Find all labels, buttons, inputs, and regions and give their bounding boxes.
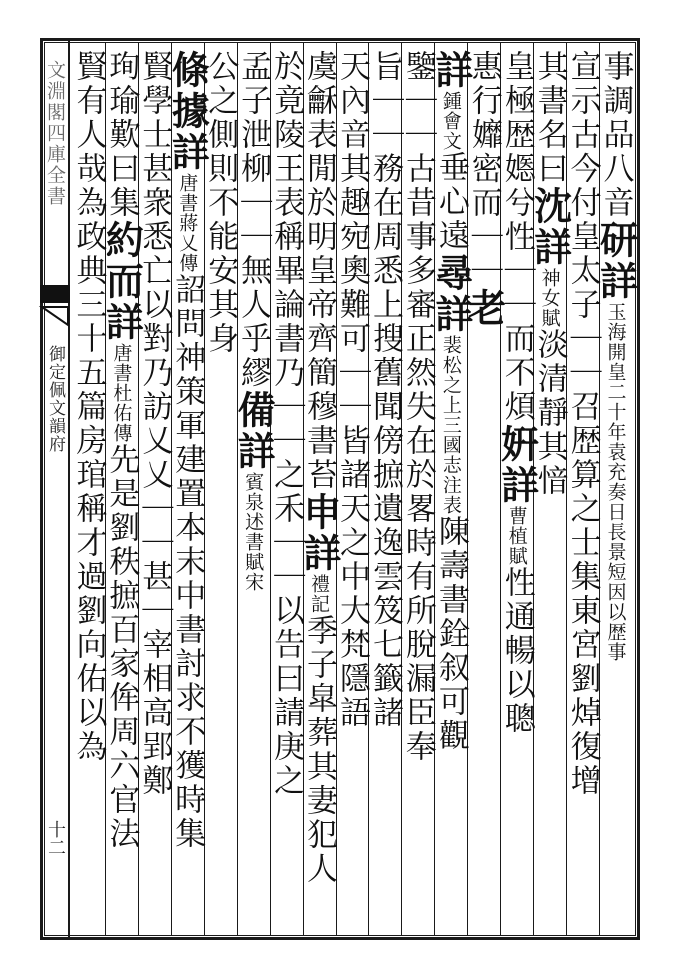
body-text: 事多審正然失在於畧時有所脫漏臣奉: [399, 220, 436, 764]
fold-fish-tail-mark: [40, 305, 70, 345]
body-text: 宣示古今: [564, 50, 601, 186]
body-text: 旨｜｜務在周悉上搜舊聞傍摭遺逸雲笈七籤: [366, 50, 403, 696]
text-column: [593, 50, 639, 930]
text-column: [564, 50, 602, 930]
body-text: 為政典三十五篇房琯稱才過劉向佑以為: [70, 186, 107, 764]
text-column: [366, 50, 404, 930]
annotation: 賓泉述書賦宋: [242, 472, 265, 592]
body-text: 先是劉秩摭百家侔周六官法: [103, 443, 140, 851]
body-text: 賢有人哉: [70, 50, 107, 186]
body-text: 詔問神策軍建置本末中書討求不獲時集: [169, 273, 206, 851]
body-text: 季子皐葬其妻犯人: [301, 614, 338, 886]
annotation: 玉海開皇二十年袁充奏日長景短因以歴事: [604, 302, 627, 662]
headword: 尋詳: [428, 253, 474, 335]
text-column: [333, 50, 371, 930]
body-text: 虞龢表閒於明皇帝齊簡穆書苔: [301, 50, 338, 492]
text-column: [135, 50, 173, 930]
headword: 條據詳: [165, 50, 211, 173]
body-text: 賢學士甚衆悉亡以對乃訪乂乂｜｜甚｜宰相高郢鄭: [136, 50, 173, 798]
body-text: 鑒｜｜古昔: [399, 50, 436, 220]
body-text: 惠行孊密而｜｜: [465, 50, 502, 288]
body-text: 性通暢以聰: [498, 566, 535, 736]
text-column: [201, 50, 239, 930]
annotation: 唐書杜佑傳: [110, 343, 133, 443]
text-column: [461, 50, 507, 930]
body-text: 公之側則不能安其身: [202, 50, 239, 356]
annotation: 神女賦: [538, 268, 561, 328]
body-text: 事調品八音: [597, 50, 634, 220]
body-text: 嫕兮性｜｜而不煩: [498, 152, 535, 424]
headword: 申詳: [297, 492, 343, 574]
headword: 沈詳: [527, 186, 573, 268]
body-text: 皇極歴: [498, 50, 535, 152]
fold-black-bar: [40, 285, 70, 303]
annotation: 裴松之上三國志注表: [439, 335, 462, 515]
text-column: [399, 50, 437, 930]
body-text: 天內音其趣宛奧難可｜｜皆諸天之中大梵隱語: [334, 50, 370, 730]
annotation: 唐書蔣乂傳: [176, 173, 199, 273]
fold-top-text: 文淵閣四庫全書: [44, 60, 66, 207]
body-text: 孟子泄柳｜｜無人乎繆: [235, 50, 272, 390]
text-column: [297, 50, 343, 930]
fold-book-title: 御定佩文韻府: [45, 345, 65, 453]
body-text: 其書名曰: [531, 50, 568, 186]
body-text: 垂心遠: [432, 151, 469, 253]
body-text: 於竟陵王表稱畢論書乃｜｜: [268, 50, 305, 458]
headword: 姸詳: [494, 424, 540, 506]
headword: 老: [461, 288, 507, 329]
body-text: 諸: [366, 696, 403, 730]
headword: 備詳: [231, 390, 277, 472]
fold-page-number: 十二: [45, 820, 66, 856]
headword: 約而詳: [99, 220, 145, 343]
text-column: [99, 50, 145, 930]
headword: 研詳: [593, 220, 639, 302]
annotation: 鍾會文: [439, 91, 462, 151]
body-text: 淡清靜其愔: [531, 328, 568, 498]
text-column: [428, 50, 474, 930]
text-column: [231, 50, 277, 930]
body-text: 之禾｜｜以告曰請庚之: [268, 458, 305, 798]
text-column: [267, 50, 305, 930]
body-text: 珣瑜歎曰集: [103, 50, 140, 220]
text-column: [69, 50, 107, 930]
headword: 詳: [428, 50, 474, 91]
annotation: 禮記: [308, 574, 331, 614]
body-text: 付皇太子｜｜召歴算之士集東宮劉焯復增: [564, 186, 601, 798]
text-column: [165, 50, 211, 930]
text-column: [494, 50, 540, 930]
annotation: 曹植賦: [505, 506, 528, 566]
body-text: 陳壽書銓叙可觀: [432, 515, 469, 753]
